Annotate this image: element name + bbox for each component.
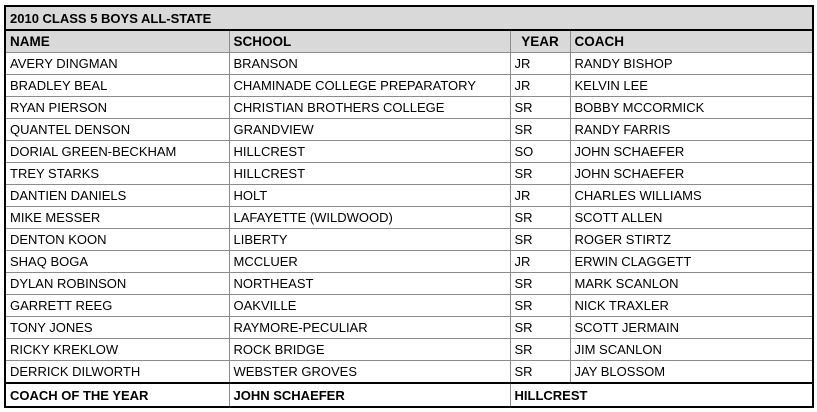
cell-year: SR bbox=[510, 273, 570, 295]
cell-school: CHAMINADE COLLEGE PREPARATORY bbox=[229, 75, 510, 97]
cell-coach: ROGER STIRTZ bbox=[570, 229, 813, 251]
table-row bbox=[5, 317, 813, 339]
table-body bbox=[5, 53, 813, 384]
cell-name: MIKE MESSER bbox=[5, 207, 229, 229]
cell-coach: JAY BLOSSOM bbox=[570, 361, 813, 384]
cell-name: RICKY KREKLOW bbox=[5, 339, 229, 361]
table-row bbox=[5, 119, 813, 141]
cell-year: SO bbox=[510, 141, 570, 163]
cell-coach: RANDY FARRIS bbox=[570, 119, 813, 141]
cell-coach: JOHN SCHAEFER bbox=[570, 141, 813, 163]
cell-year: SR bbox=[510, 339, 570, 361]
table-row bbox=[5, 97, 813, 119]
coach-of-year-row bbox=[5, 383, 813, 407]
cell-school: CHRISTIAN BROTHERS COLLEGE bbox=[229, 97, 510, 119]
cell-school: HOLT bbox=[229, 185, 510, 207]
header-school: SCHOOL bbox=[229, 30, 510, 53]
table-row bbox=[5, 361, 813, 384]
cell-name: BRADLEY BEAL bbox=[5, 75, 229, 97]
table-row bbox=[5, 339, 813, 361]
header-row bbox=[5, 30, 813, 53]
cell-year: SR bbox=[510, 163, 570, 185]
table-row bbox=[5, 251, 813, 273]
table-row bbox=[5, 163, 813, 185]
coach-of-year-school: HILLCREST bbox=[510, 383, 813, 407]
cell-coach: CHARLES WILLIAMS bbox=[570, 185, 813, 207]
header-coach: COACH bbox=[570, 30, 813, 53]
cell-coach: JIM SCANLON bbox=[570, 339, 813, 361]
cell-year: JR bbox=[510, 75, 570, 97]
cell-name: DANTIEN DANIELS bbox=[5, 185, 229, 207]
cell-school: HILLCREST bbox=[229, 141, 510, 163]
table-row bbox=[5, 185, 813, 207]
cell-coach: SCOTT JERMAIN bbox=[570, 317, 813, 339]
cell-school: NORTHEAST bbox=[229, 273, 510, 295]
table-row bbox=[5, 141, 813, 163]
cell-name: DENTON KOON bbox=[5, 229, 229, 251]
cell-coach: BOBBY MCCORMICK bbox=[570, 97, 813, 119]
table-row bbox=[5, 53, 813, 75]
header-year: YEAR bbox=[510, 30, 570, 53]
table-title: 2010 CLASS 5 BOYS ALL-STATE bbox=[5, 6, 813, 30]
cell-school: ROCK BRIDGE bbox=[229, 339, 510, 361]
cell-school: WEBSTER GROVES bbox=[229, 361, 510, 384]
cell-name: GARRETT REEG bbox=[5, 295, 229, 317]
cell-year: SR bbox=[510, 295, 570, 317]
cell-school: GRANDVIEW bbox=[229, 119, 510, 141]
cell-year: SR bbox=[510, 361, 570, 384]
cell-name: RYAN PIERSON bbox=[5, 97, 229, 119]
coach-of-year-coach: JOHN SCHAEFER bbox=[229, 383, 510, 407]
cell-coach: RANDY BISHOP bbox=[570, 53, 813, 75]
cell-coach: MARK SCANLON bbox=[570, 273, 813, 295]
cell-name: DYLAN ROBINSON bbox=[5, 273, 229, 295]
header-name: NAME bbox=[5, 30, 229, 53]
cell-name: QUANTEL DENSON bbox=[5, 119, 229, 141]
cell-school: MCCLUER bbox=[229, 251, 510, 273]
cell-school: HILLCREST bbox=[229, 163, 510, 185]
cell-coach: NICK TRAXLER bbox=[570, 295, 813, 317]
table-row bbox=[5, 229, 813, 251]
table-row bbox=[5, 273, 813, 295]
cell-year: SR bbox=[510, 317, 570, 339]
cell-name: DORIAL GREEN-BECKHAM bbox=[5, 141, 229, 163]
table-row bbox=[5, 75, 813, 97]
cell-school: OAKVILLE bbox=[229, 295, 510, 317]
cell-coach: ERWIN CLAGGETT bbox=[570, 251, 813, 273]
cell-year: JR bbox=[510, 251, 570, 273]
cell-coach: SCOTT ALLEN bbox=[570, 207, 813, 229]
cell-year: SR bbox=[510, 229, 570, 251]
cell-name: TONY JONES bbox=[5, 317, 229, 339]
table-row bbox=[5, 295, 813, 317]
cell-school: LAFAYETTE (WILDWOOD) bbox=[229, 207, 510, 229]
cell-name: TREY STARKS bbox=[5, 163, 229, 185]
cell-school: LIBERTY bbox=[229, 229, 510, 251]
coach-of-year-label: COACH OF THE YEAR bbox=[5, 383, 229, 407]
cell-year: SR bbox=[510, 207, 570, 229]
cell-name: AVERY DINGMAN bbox=[5, 53, 229, 75]
cell-school: RAYMORE-PECULIAR bbox=[229, 317, 510, 339]
table-row bbox=[5, 207, 813, 229]
cell-year: JR bbox=[510, 53, 570, 75]
cell-year: JR bbox=[510, 185, 570, 207]
cell-name: SHAQ BOGA bbox=[5, 251, 229, 273]
cell-coach: KELVIN LEE bbox=[570, 75, 813, 97]
cell-coach: JOHN SCHAEFER bbox=[570, 163, 813, 185]
cell-name: DERRICK DILWORTH bbox=[5, 361, 229, 384]
all-state-table bbox=[4, 5, 814, 408]
cell-year: SR bbox=[510, 119, 570, 141]
cell-school: BRANSON bbox=[229, 53, 510, 75]
title-row bbox=[5, 6, 813, 30]
cell-year: SR bbox=[510, 97, 570, 119]
